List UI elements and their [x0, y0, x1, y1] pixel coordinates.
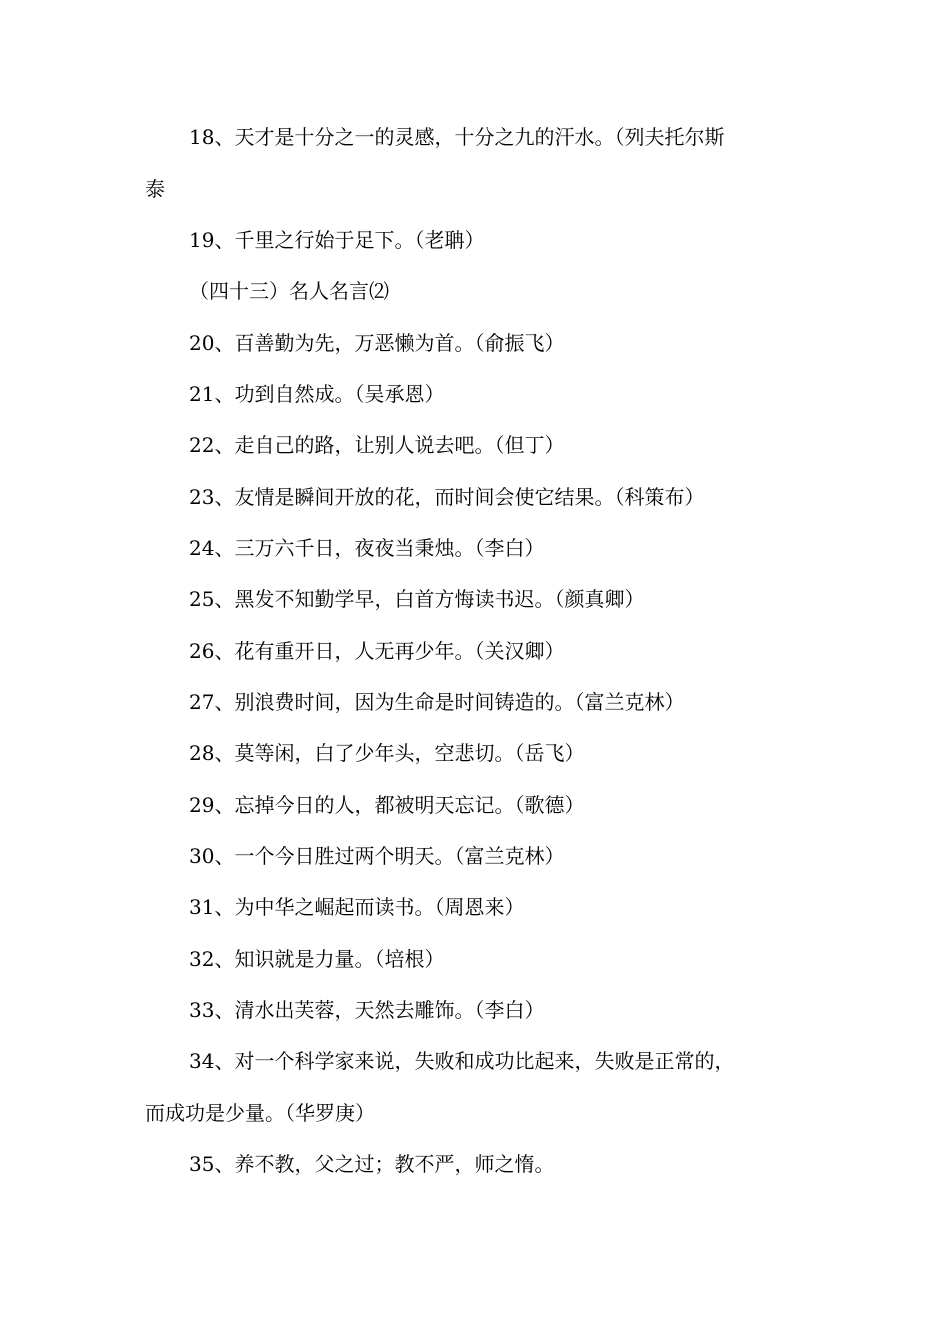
quote-18-line-2: 泰: [145, 177, 165, 201]
quote-30: 30、一个今日胜过两个明天。（富兰克林）: [189, 844, 565, 868]
quote-31: 31、为中华之崛起而读书。（周恩来）: [189, 895, 525, 919]
quote-34-line-1: 34、对一个科学家来说，失败和成功比起来，失败是正常的，: [189, 1049, 735, 1073]
section-heading: （四十三）名人名言⑵: [189, 279, 389, 303]
quote-27: 27、别浪费时间，因为生命是时间铸造的。（富兰克林）: [189, 690, 685, 714]
quote-23: 23、友情是瞬间开放的花，而时间会使它结果。（科策布）: [189, 485, 705, 509]
quote-33: 33、清水出芙蓉，天然去雕饰。（李白）: [189, 998, 545, 1022]
quote-35: 35、养不教，父之过；教不严，师之惰。: [189, 1152, 555, 1176]
quote-20: 20、百善勤为先，万恶懒为首。（俞振飞）: [189, 331, 565, 355]
quote-34-line-2: 而成功是少量。（华罗庚）: [145, 1101, 375, 1125]
quote-21: 21、功到自然成。（吴承恩）: [189, 382, 445, 406]
quote-29: 29、忘掉今日的人，都被明天忘记。（歌德）: [189, 793, 585, 817]
quote-28: 28、莫等闲，白了少年头，空悲切。（岳飞）: [189, 741, 585, 765]
quote-19: 19、千里之行始于足下。（老聃）: [189, 228, 485, 252]
quote-22: 22、走自己的路，让别人说去吧。（但丁）: [189, 433, 565, 457]
quote-18-line-1: 18、天才是十分之一的灵感，十分之九的汗水。（列夫托尔斯: [189, 125, 725, 149]
quote-25: 25、黑发不知勤学早，白首方悔读书迟。（颜真卿）: [189, 587, 645, 611]
quote-24: 24、三万六千日，夜夜当秉烛。（李白）: [189, 536, 545, 560]
quote-32: 32、知识就是力量。（培根）: [189, 947, 445, 971]
quote-26: 26、花有重开日，人无再少年。（关汉卿）: [189, 639, 565, 663]
